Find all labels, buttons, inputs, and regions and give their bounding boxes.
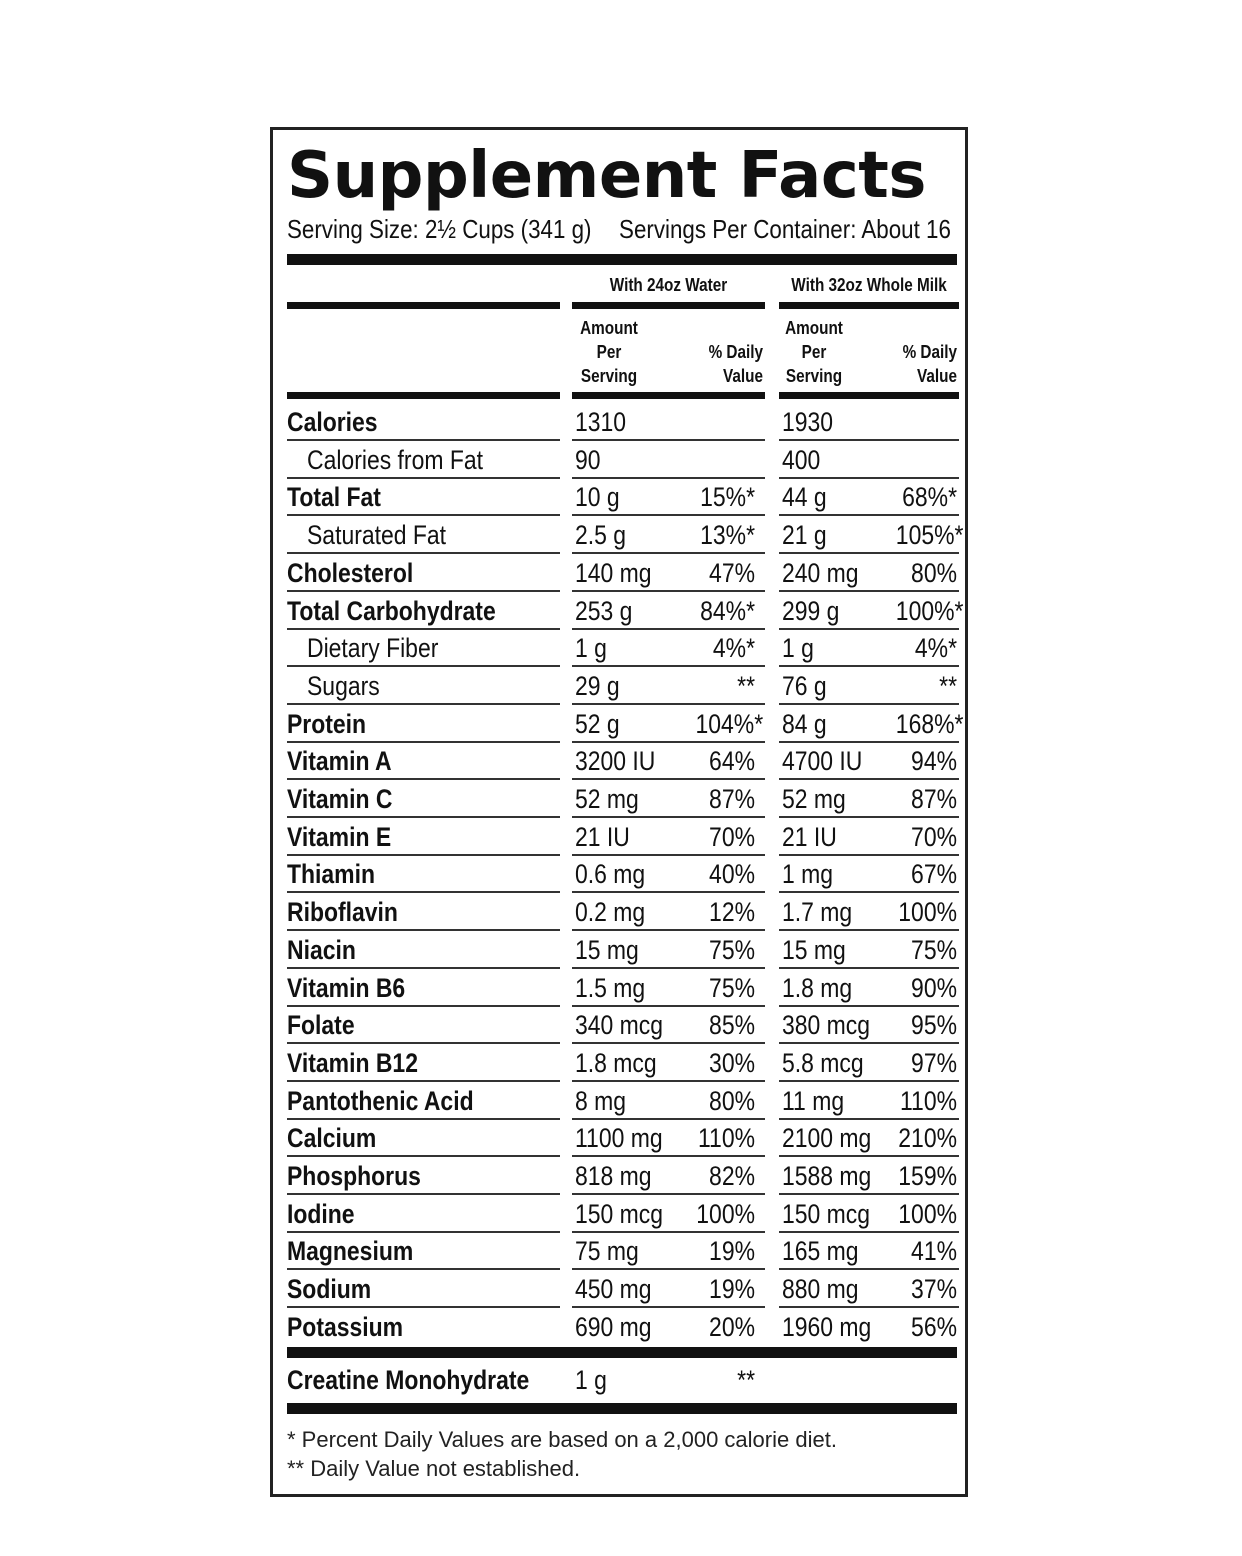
water-amount: 340 mcg (575, 1010, 664, 1041)
row-divider (779, 514, 959, 516)
row-divider (287, 1005, 560, 1007)
water-daily-value: 20% (709, 1311, 755, 1342)
milk-daily-value: 97% (911, 1047, 957, 1078)
header-bar-left (287, 302, 560, 309)
row-divider (287, 665, 560, 667)
daily-value-header-water: % Daily Value (708, 342, 763, 386)
row-divider (572, 1306, 765, 1308)
nutrient-name: Iodine (287, 1198, 355, 1229)
milk-amount: 1 mg (782, 859, 834, 890)
milk-daily-value (896, 442, 957, 478)
milk-daily-value: 94% (911, 746, 957, 777)
milk-amount: 21 IU (782, 821, 837, 852)
header-bar-milk (779, 302, 959, 309)
row-divider (572, 1005, 765, 1007)
water-daily-value: 12% (709, 897, 755, 928)
row-divider (287, 1042, 560, 1044)
water-amount: 52 g (575, 708, 620, 739)
water-daily-value (696, 404, 756, 440)
milk-daily-value: 100% (898, 897, 957, 928)
water-amount: 8 mg (575, 1085, 627, 1116)
row-divider (572, 1080, 765, 1082)
milk-daily-value: 210% (898, 1123, 957, 1154)
row-divider (287, 628, 560, 630)
row-divider (779, 891, 959, 893)
row-divider (287, 967, 560, 969)
milk-daily-value: 80% (911, 557, 957, 588)
row-divider (287, 514, 560, 516)
column-header-milk: With 32oz Whole Milk (791, 275, 947, 295)
row-divider (572, 439, 765, 441)
row-divider (779, 778, 959, 780)
nutrient-name: Phosphorus (287, 1161, 421, 1191)
water-daily-value: 47% (709, 557, 755, 588)
creatine-row (273, 1362, 971, 1400)
nutrient-name: Total Carbohydrate (287, 595, 496, 626)
water-daily-value: 100% (696, 1198, 755, 1229)
subheader-bar-milk (779, 392, 959, 399)
row-divider (287, 552, 560, 554)
water-amount: 253 g (575, 595, 633, 626)
nutrient-row (273, 555, 971, 593)
water-daily-value: 40% (709, 859, 755, 890)
nutrient-name: Vitamin B12 (287, 1047, 418, 1078)
milk-amount: 1588 mg (782, 1161, 872, 1191)
water-amount: 29 g (575, 670, 620, 701)
milk-amount: 1930 (782, 407, 834, 437)
row-divider (287, 1080, 560, 1082)
row-divider (287, 703, 560, 705)
row-divider (779, 1042, 959, 1044)
water-amount: 10 g (575, 482, 620, 513)
water-amount: 818 mg (575, 1161, 652, 1191)
row-divider (572, 1155, 765, 1157)
creatine-daily-value: ** (737, 1365, 755, 1395)
milk-amount: 44 g (782, 482, 827, 513)
row-divider (779, 741, 959, 743)
nutrient-name: Vitamin A (287, 746, 392, 777)
row-divider (572, 552, 765, 554)
nutrient-row (273, 1045, 971, 1083)
nutrient-name: Riboflavin (287, 897, 398, 928)
row-divider (779, 552, 959, 554)
milk-amount: 15 mg (782, 934, 846, 965)
row-divider (779, 703, 959, 705)
row-divider (572, 816, 765, 818)
creatine-name: Creatine Monohydrate (287, 1365, 530, 1395)
nutrient-name: Niacin (287, 934, 356, 965)
milk-amount: 4700 IU (782, 746, 863, 777)
nutrient-row (273, 1007, 971, 1045)
nutrient-name: Potassium (287, 1311, 404, 1342)
row-divider (287, 477, 560, 479)
footnote-not-established: ** Daily Value not established. (287, 1456, 581, 1481)
milk-amount: 400 (782, 444, 821, 475)
row-divider (779, 854, 959, 856)
row-divider (779, 477, 959, 479)
nutrient-row (273, 743, 971, 781)
milk-amount: 1960 mg (782, 1311, 872, 1342)
nutrient-row (273, 517, 971, 555)
nutrient-name: Folate (287, 1010, 355, 1041)
row-divider (287, 1118, 560, 1120)
row-divider (572, 703, 765, 705)
nutrient-row (273, 1271, 971, 1309)
water-daily-value: 19% (709, 1274, 755, 1305)
nutrient-row (273, 1120, 971, 1158)
row-divider (572, 967, 765, 969)
row-divider (287, 854, 560, 856)
row-divider (287, 816, 560, 818)
row-divider (572, 891, 765, 893)
nutrient-row (273, 1233, 971, 1271)
water-amount: 450 mg (575, 1274, 652, 1305)
row-divider (572, 1193, 765, 1195)
milk-amount: 1.7 mg (782, 897, 853, 928)
row-divider (287, 439, 560, 441)
water-daily-value: 80% (709, 1085, 755, 1116)
row-divider (287, 590, 560, 592)
creatine-bottom-bar (287, 1403, 957, 1414)
water-amount: 52 mg (575, 784, 639, 814)
milk-daily-value: 70% (911, 821, 957, 852)
column-header-water: With 24oz Water (609, 275, 728, 295)
nutrient-row (273, 932, 971, 970)
subheader-bar-water (572, 392, 765, 399)
nutrient-row (273, 1309, 971, 1347)
nutrient-row (273, 593, 971, 631)
header-bar-water (572, 302, 765, 309)
milk-daily-value: 110% (899, 1085, 957, 1116)
milk-daily-value: 67% (911, 859, 957, 890)
milk-amount: 52 mg (782, 784, 846, 814)
milk-amount: 5.8 mcg (782, 1047, 864, 1078)
nutrient-name: Sugars (307, 670, 380, 701)
water-amount: 0.6 mg (575, 859, 646, 890)
milk-amount: 299 g (782, 595, 840, 626)
nutrient-row (273, 781, 971, 819)
row-divider (572, 1118, 765, 1120)
row-divider (572, 477, 765, 479)
amount-per-serving-header-water: Amount Per Serving (580, 318, 638, 386)
milk-amount: 21 g (782, 520, 827, 551)
row-divider (779, 665, 959, 667)
water-daily-value: 87% (709, 784, 755, 814)
water-amount: 1.8 mcg (575, 1047, 657, 1078)
row-divider (572, 854, 765, 856)
milk-daily-value: 159% (898, 1161, 957, 1191)
row-divider (287, 891, 560, 893)
milk-daily-value: 100%* (895, 595, 964, 626)
water-daily-value: 75% (709, 972, 755, 1003)
row-divider (779, 816, 959, 818)
milk-amount: 1 g (782, 633, 814, 664)
milk-daily-value: 100% (898, 1198, 957, 1229)
milk-daily-value: 68%* (902, 482, 957, 513)
row-divider (287, 741, 560, 743)
row-divider (779, 1155, 959, 1157)
water-daily-value: 82% (709, 1161, 755, 1191)
water-amount: 90 (575, 444, 601, 475)
milk-amount: 84 g (782, 708, 827, 739)
supplement-facts-panel (270, 127, 968, 1497)
milk-amount: 380 mcg (782, 1010, 871, 1041)
nutrient-name: Calcium (287, 1123, 377, 1154)
nutrient-row (273, 668, 971, 706)
nutrient-name: Vitamin B6 (287, 972, 406, 1003)
water-amount: 1.5 mg (575, 972, 646, 1003)
row-divider (779, 1080, 959, 1082)
nutrient-name: Cholesterol (287, 557, 414, 588)
nutrient-row (273, 404, 971, 442)
nutrient-name: Vitamin C (287, 784, 393, 814)
water-amount: 1310 (575, 407, 627, 437)
milk-amount: 76 g (782, 670, 827, 701)
milk-amount: 1.8 mg (782, 972, 853, 1003)
row-divider (779, 439, 959, 441)
row-divider (572, 590, 765, 592)
servings-per-container: Servings Per Container: About 16 (619, 214, 951, 244)
row-divider (572, 514, 765, 516)
nutrient-row (273, 970, 971, 1008)
nutrient-name: Calories from Fat (307, 444, 484, 475)
nutrient-name: Protein (287, 708, 367, 739)
serving-info (287, 212, 951, 246)
water-daily-value: 70% (709, 821, 755, 852)
water-amount: 150 mcg (575, 1198, 664, 1229)
water-amount: 1 g (575, 633, 607, 664)
nutrient-row (273, 856, 971, 894)
row-divider (287, 1155, 560, 1157)
water-daily-value: 15%* (700, 482, 755, 513)
water-daily-value: 84%* (700, 595, 755, 626)
nutrient-row (273, 1196, 971, 1234)
subheader-bar-left (287, 392, 560, 399)
water-amount: 21 IU (575, 821, 630, 852)
nutrient-name: Pantothenic Acid (287, 1085, 474, 1116)
row-divider (287, 1193, 560, 1195)
nutrient-name: Dietary Fiber (307, 633, 439, 664)
water-daily-value: 104%* (695, 708, 764, 739)
panel-title: Supplement Facts (287, 139, 926, 213)
milk-daily-value: 95% (911, 1010, 957, 1041)
water-amount: 690 mg (575, 1311, 652, 1342)
creatine-top-bar (287, 1347, 957, 1358)
water-daily-value: 19% (709, 1236, 755, 1267)
nutrient-row (273, 894, 971, 932)
row-divider (779, 1306, 959, 1308)
water-daily-value: 13%* (700, 520, 755, 551)
nutrient-row (273, 479, 971, 517)
nutrient-name: Thiamin (287, 859, 375, 890)
row-divider (779, 1268, 959, 1270)
nutrient-row (273, 1083, 971, 1121)
top-thick-bar (287, 254, 957, 265)
milk-daily-value: ** (939, 670, 957, 701)
nutrient-name: Total Fat (287, 482, 381, 513)
water-daily-value: 4%* (712, 633, 755, 664)
nutrient-name: Sodium (287, 1274, 372, 1305)
water-amount: 3200 IU (575, 746, 656, 777)
milk-daily-value: 75% (911, 934, 957, 965)
water-amount: 2.5 g (575, 520, 627, 551)
row-divider (779, 1118, 959, 1120)
milk-daily-value: 4%* (914, 633, 957, 664)
nutrient-name: Calories (287, 407, 378, 437)
milk-daily-value: 87% (911, 784, 957, 814)
row-divider (779, 628, 959, 630)
row-divider (779, 1231, 959, 1233)
milk-daily-value: 90% (911, 972, 957, 1003)
nutrient-row (273, 1158, 971, 1196)
row-divider (287, 929, 560, 931)
milk-daily-value: 41% (911, 1236, 957, 1267)
row-divider (572, 741, 765, 743)
row-divider (287, 778, 560, 780)
milk-daily-value: 168%* (895, 708, 964, 739)
nutrient-name: Magnesium (287, 1236, 414, 1267)
nutrient-row (273, 442, 971, 480)
water-daily-value: 64% (709, 746, 755, 777)
milk-daily-value: 105%* (895, 520, 964, 551)
milk-amount: 11 mg (782, 1085, 845, 1116)
milk-amount: 240 mg (782, 557, 859, 588)
row-divider (572, 1042, 765, 1044)
row-divider (779, 1005, 959, 1007)
row-divider (572, 778, 765, 780)
water-daily-value: 30% (709, 1047, 755, 1078)
water-amount: 0.2 mg (575, 897, 646, 928)
row-divider (779, 590, 959, 592)
nutrient-name: Vitamin E (287, 821, 392, 852)
nutrient-row (273, 630, 971, 668)
row-divider (287, 1268, 560, 1270)
milk-amount: 880 mg (782, 1274, 859, 1305)
water-daily-value: ** (737, 670, 755, 701)
row-divider (287, 1306, 560, 1308)
row-divider (287, 1231, 560, 1233)
row-divider (572, 628, 765, 630)
milk-daily-value (896, 404, 957, 440)
footnote-daily-values: * Percent Daily Values are based on a 2,000 calorie diet. (287, 1427, 837, 1452)
water-amount: 140 mg (575, 557, 652, 588)
water-daily-value: 75% (709, 934, 755, 965)
creatine-amount: 1 g (575, 1365, 607, 1395)
milk-daily-value: 56% (911, 1311, 957, 1342)
water-daily-value (696, 442, 756, 478)
water-daily-value: 110% (697, 1123, 755, 1154)
nutrient-name: Saturated Fat (307, 520, 447, 551)
daily-value-header-milk: % Daily Value (902, 342, 957, 386)
amount-per-serving-header-milk: Amount Per Serving (785, 318, 843, 386)
row-divider (779, 967, 959, 969)
milk-daily-value: 37% (911, 1274, 957, 1305)
serving-size: Serving Size: 2½ Cups (341 g) (287, 214, 592, 244)
water-amount: 1100 mg (575, 1123, 663, 1154)
milk-amount: 165 mg (782, 1236, 859, 1267)
row-divider (572, 929, 765, 931)
milk-amount: 150 mcg (782, 1198, 871, 1229)
nutrient-row (273, 819, 971, 857)
row-divider (572, 665, 765, 667)
nutrient-row (273, 706, 971, 744)
water-amount: 15 mg (575, 934, 639, 965)
row-divider (572, 1231, 765, 1233)
row-divider (779, 1193, 959, 1195)
row-divider (572, 1268, 765, 1270)
water-daily-value: 85% (709, 1010, 755, 1041)
milk-amount: 2100 mg (782, 1123, 872, 1154)
water-amount: 75 mg (575, 1236, 639, 1267)
row-divider (779, 929, 959, 931)
